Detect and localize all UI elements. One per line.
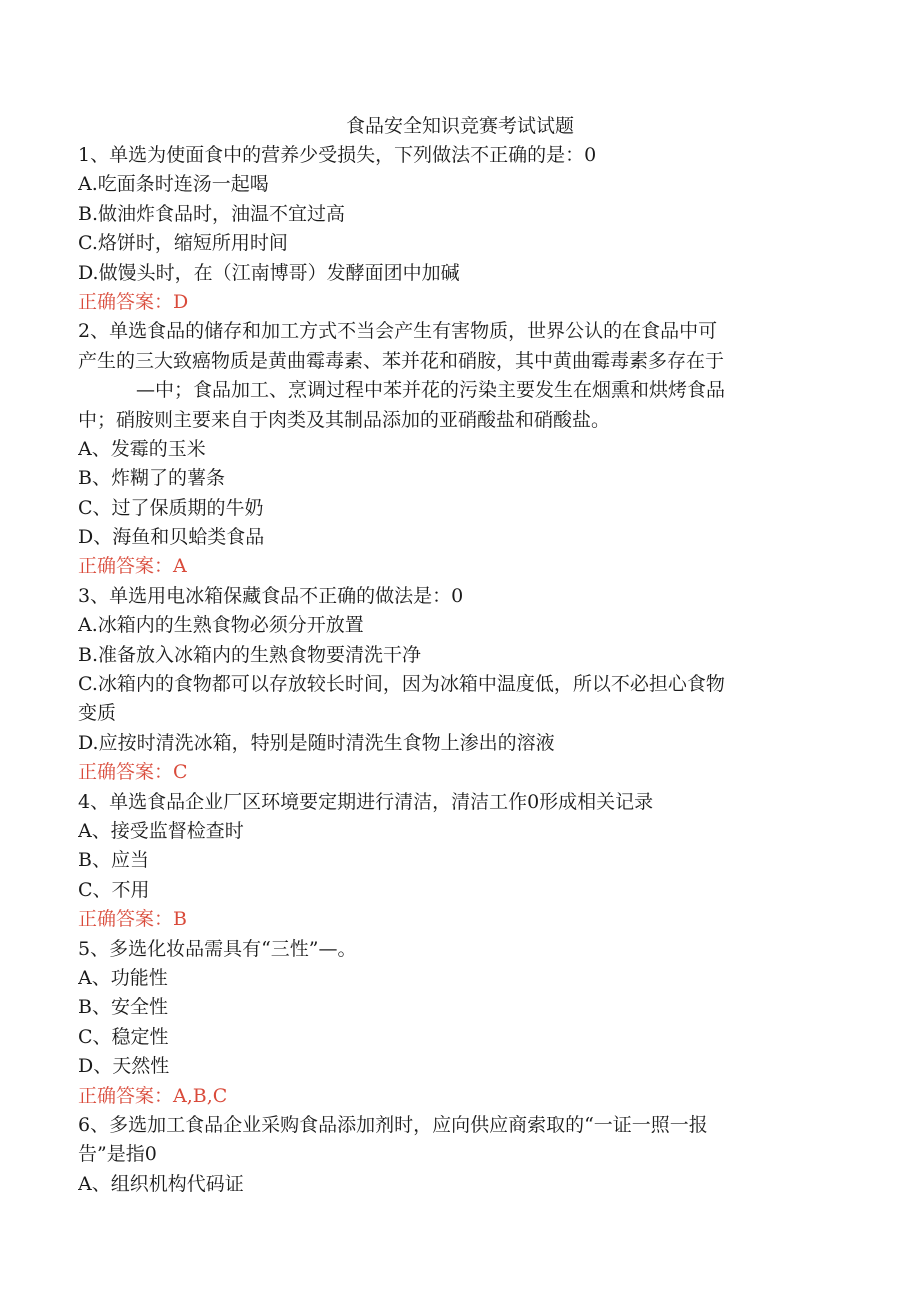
option: D.做馒头时，在（江南博哥）发酵面团中加碱 (78, 261, 460, 284)
option: A.冰箱内的生熟食物必须分开放置 (78, 614, 364, 637)
option: D、海鱼和贝蛤类食品 (78, 526, 265, 549)
option: D.应按时清洗冰箱，特别是随时清洗生食物上渗出的溶液 (78, 731, 555, 754)
question-stem-cont: 告”是指0 (78, 1143, 157, 1166)
correct-answer: 正确答案：B (78, 908, 187, 931)
correct-answer: 正确答案：C (78, 761, 188, 784)
question-stem: 2、单选食品的储存和加工方式不当会产生有害物质，世界公认的在食品中可 (78, 320, 718, 343)
question-stem: 3、单选用电冰箱保藏食品不正确的做法是：0 (78, 584, 464, 607)
option: B、安全性 (78, 996, 168, 1019)
question-list (78, 141, 818, 1199)
correct-answer: 正确答案：A,B,C (78, 1084, 228, 1107)
option: C、不用 (78, 878, 150, 901)
question-stem-cont: —中；食品加工、烹调过程中苯并花的污染主要发生在烟熏和烘烤食品 (136, 379, 726, 402)
option: A、功能性 (78, 966, 168, 989)
option: D、天然性 (78, 1055, 170, 1078)
page-title: 食品安全知识竞赛考试试题 (345, 115, 574, 137)
option: B、应当 (78, 849, 149, 872)
option: C、过了保质期的牛奶 (78, 496, 264, 519)
option-cont: 变质 (78, 702, 117, 725)
option: B、炸糊了的薯条 (78, 467, 225, 490)
correct-answer: 正确答案：D (78, 290, 189, 313)
option: C.冰箱内的食物都可以存放较长时间，因为冰箱中温度低，所以不必担心食物 (78, 673, 725, 696)
option: A、接受监督检查时 (78, 819, 244, 842)
question-stem: 1、单选为使面食中的营养少受损失，下列做法不正确的是：0 (78, 144, 597, 166)
option: C.烙饼时，缩短所用时间 (78, 232, 288, 255)
option: A.吃面条时连汤一起喝 (78, 173, 269, 196)
question-stem-cont: 产生的三大致癌物质是黄曲霉毒素、苯并花和硝胺，其中黄曲霉毒素多存在于 (78, 349, 725, 372)
question-stem-cont: 中；硝胺则主要来自于肉类及其制品添加的亚硝酸盐和硝酸盐。 (78, 408, 611, 431)
option: B.准备放入冰箱内的生熟食物要清洗干净 (78, 643, 422, 666)
question-stem: 4、单选食品企业厂区环境要定期进行清洁，清洁工作0形成相关记录 (78, 790, 654, 813)
question-stem: 6、多选加工食品企业采购食品添加剂时，应向供应商索取的“一证一照一报 (78, 1113, 708, 1136)
option: C、稳定性 (78, 1025, 169, 1048)
correct-answer: 正确答案：A (78, 555, 187, 578)
question-stem: 5、多选化妆品需具有“三性”—。 (78, 937, 357, 960)
option: A、组织机构代码证 (78, 1172, 244, 1195)
option: B.做油炸食品时，油温不宜过高 (78, 202, 346, 225)
option: A、发霉的玉米 (78, 437, 206, 460)
